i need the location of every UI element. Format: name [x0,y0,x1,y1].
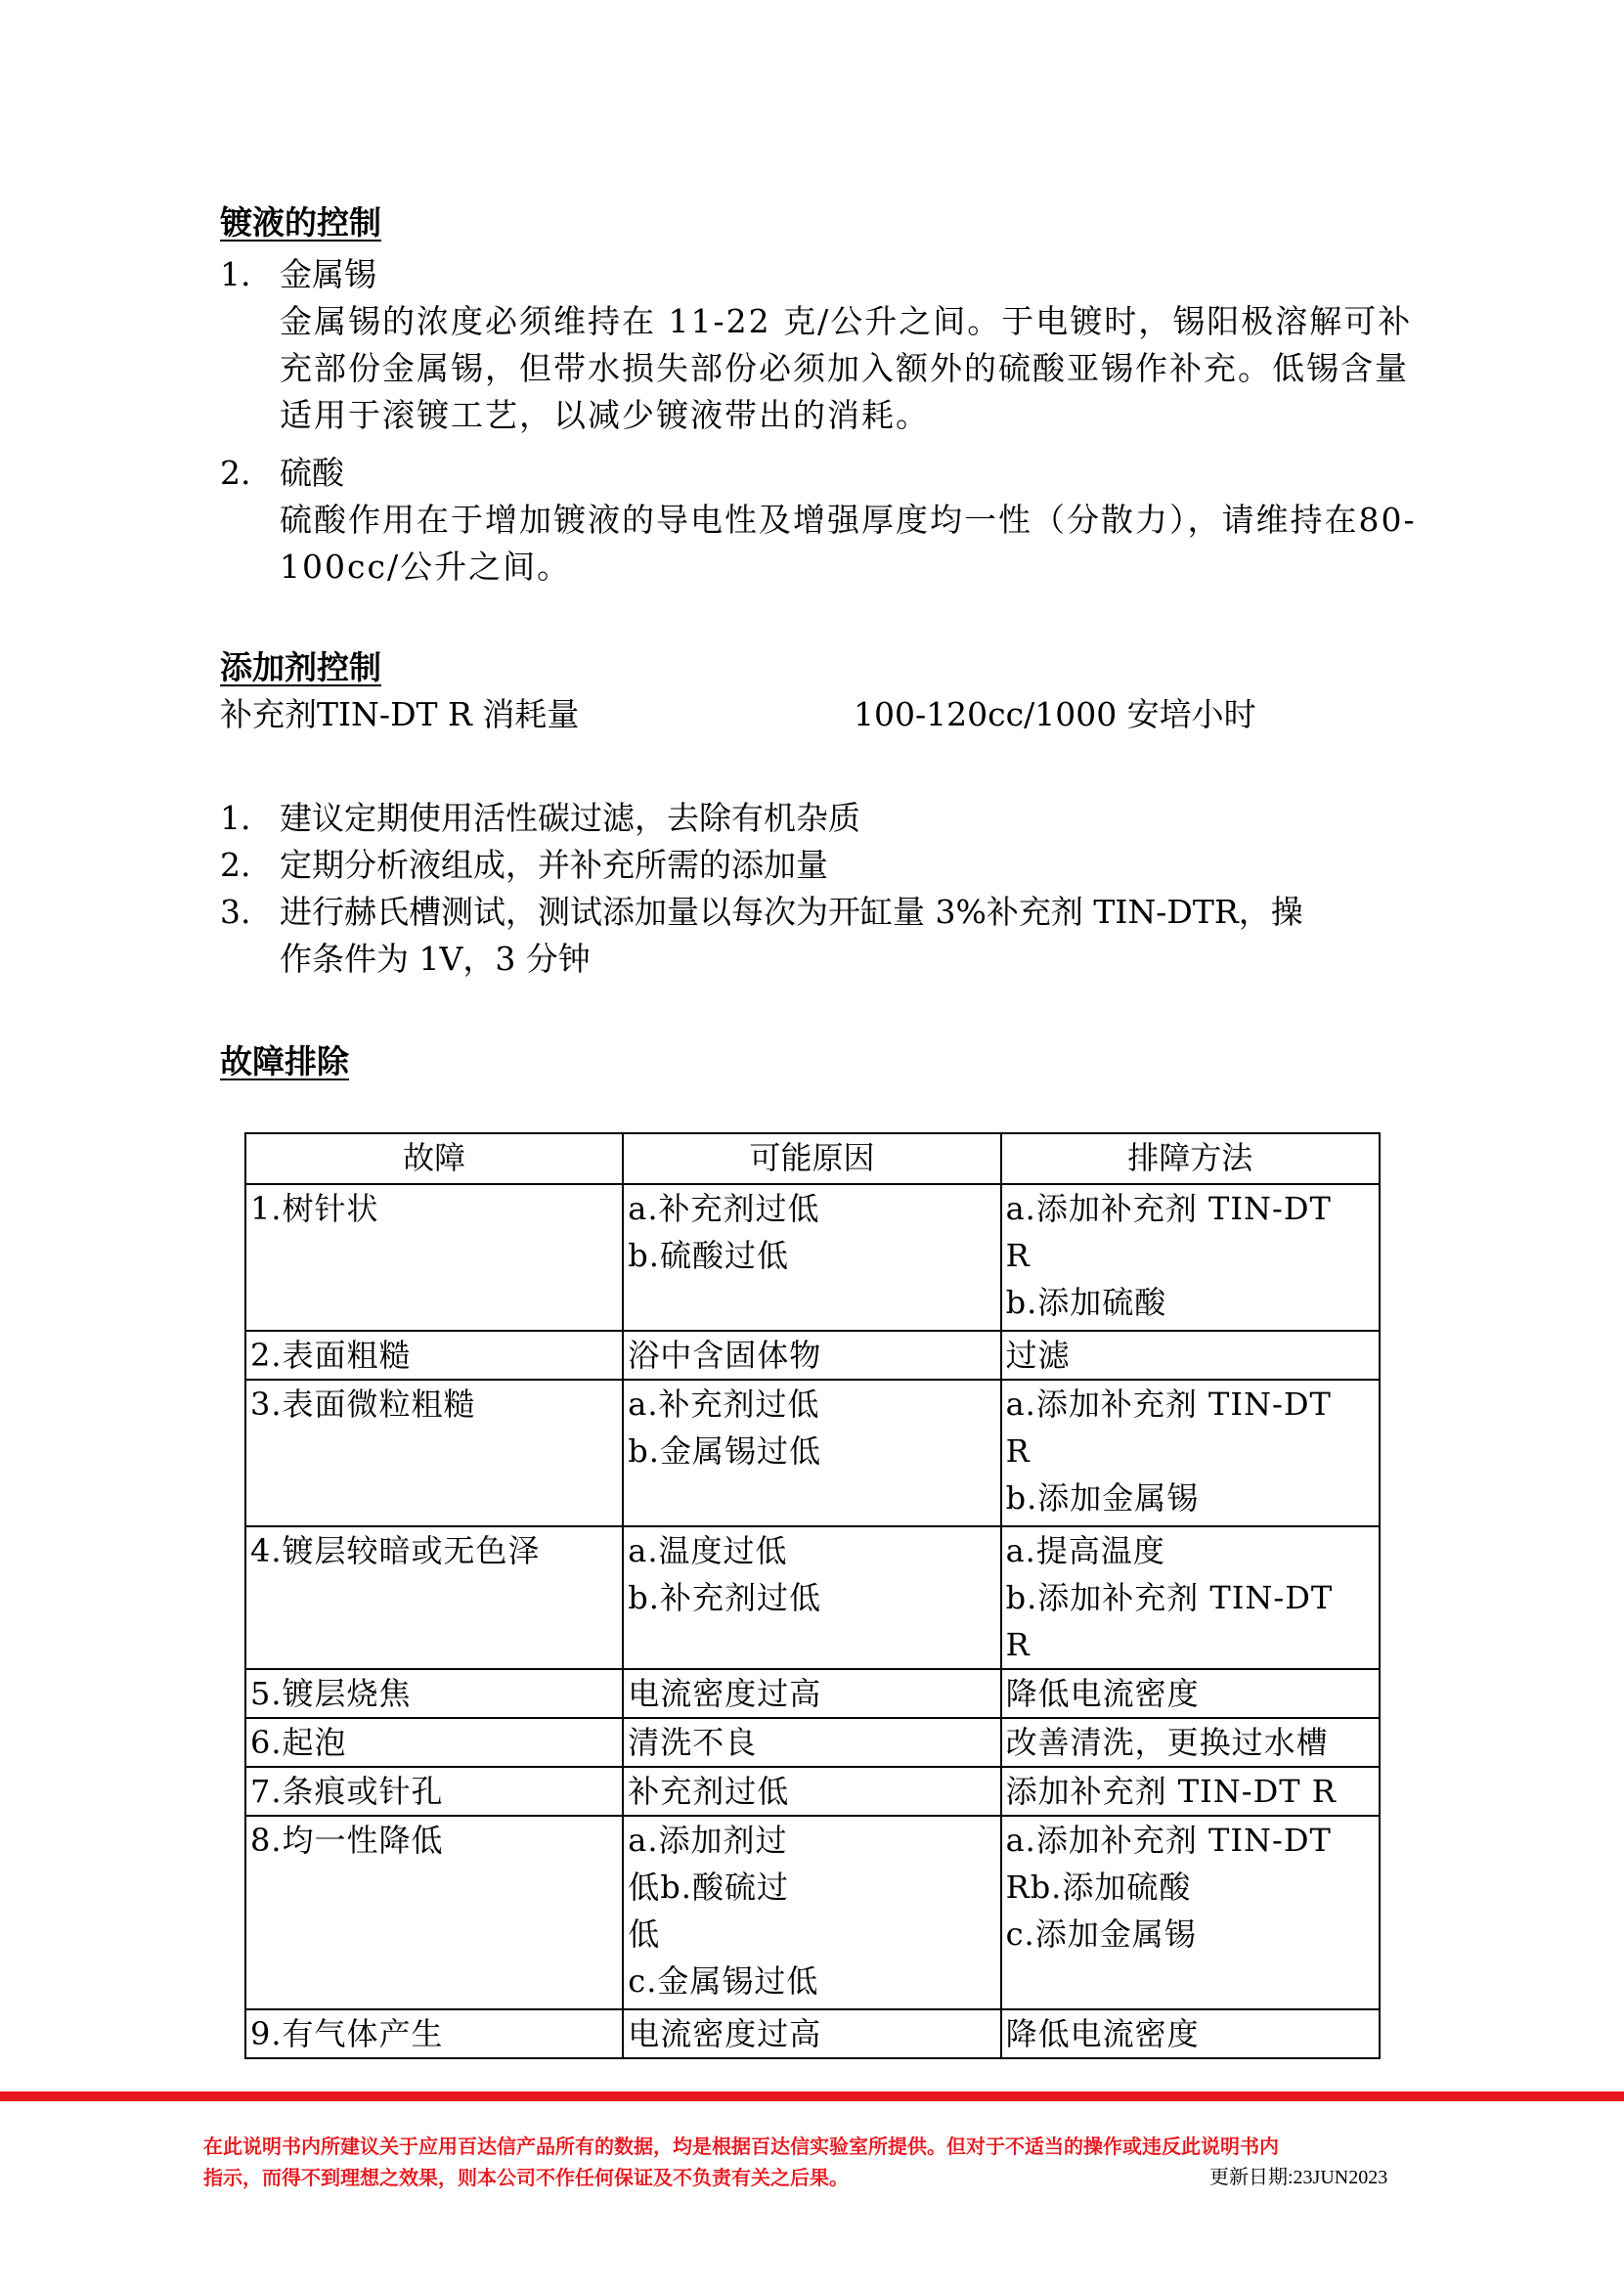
consumption-value: 100-120cc/1000 安培小时 [854,695,1256,733]
table-row [245,1184,1380,1331]
table-row [245,1767,1380,1816]
cause-cell: a.补充剂过低 b.硫酸过低 [623,1184,1000,1331]
remedy-cell: 过滤 [1001,1331,1380,1380]
footer-disclaimer-line1: 在此说明书内所建议关于应用百达信产品所有的数据，均是根据百达信实验室所提供。但对于不适当的操作或违反此说明书内 [203,2135,1279,2158]
consumption-label: 补充剂TIN-DT R 消耗量 [220,695,580,733]
item-number: 1. [220,799,251,837]
item-heading-sulfuric-acid: 硫酸 [280,454,344,492]
cause-cell: 清洗不良 [623,1718,1000,1767]
footer-disclaimer-line2: 指示，而得不到理想之效果，则本公司不作任何保证及不负责有关之后果。 [203,2166,849,2189]
item-number: 1. [220,255,251,293]
additive-item-3-line2: 作条件为 1V，3 分钟 [280,940,591,978]
update-date: 更新日期:23JUN2023 [1209,2167,1388,2188]
remedy-cell: 改善清洗，更换过水槽 [1001,1718,1380,1767]
additive-item-3-line1: 进行赫氏槽测试，测试添加量以每次为开缸量 3%补充剂 TIN-DTR，操 [280,893,1303,931]
item-number: 3. [220,893,251,931]
fault-cell: 7.条痕或针孔 [245,1767,623,1816]
section-title-bath-control: 镀液的控制 [220,203,381,242]
section-title-troubleshooting: 故障排除 [220,1042,349,1080]
table-row [245,2009,1380,2058]
fault-cell: 8.均一性降低 [245,1816,623,2009]
item-number: 2. [220,454,251,492]
header-fault: 故障 [245,1133,623,1184]
table-row [245,1669,1380,1718]
troubleshooting-table [244,1132,1381,2059]
cause-cell: 浴中含固体物 [623,1331,1000,1380]
remedy-cell: a.添加补充剂 TIN-DT R b.添加金属锡 [1001,1380,1380,1526]
additive-item-2: 定期分析液组成，并补充所需的添加量 [280,846,828,884]
table-header-row [245,1133,1380,1184]
additive-item-1: 建议定期使用活性碳过滤，去除有机杂质 [280,799,860,837]
remedy-cell: 降低电流密度 [1001,2009,1380,2058]
fault-cell: 5.镀层烧焦 [245,1669,623,1718]
remedy-cell: 降低电流密度 [1001,1669,1380,1718]
item-number: 2. [220,846,251,884]
fault-cell: 3.表面微粒粗糙 [245,1380,623,1526]
remedy-cell: 添加补充剂 TIN-DT R [1001,1767,1380,1816]
paragraph-sulfuric-acid: 硫酸作用在于增加镀液的导电性及增强厚度均一性（分散力），请维持在80-100cc/公升之间。 [280,501,1417,586]
fault-cell: 2.表面粗糙 [245,1331,623,1380]
fault-cell: 6.起泡 [245,1718,623,1767]
cause-cell: a.温度过低 b.补充剂过低 [623,1526,1000,1669]
footer-divider [0,2091,1624,2101]
fault-cell: 4.镀层较暗或无色泽 [245,1526,623,1669]
remedy-cell: a.添加补充剂 TIN-DT Rb.添加硫酸 c.添加金属锡 [1001,1816,1380,2009]
section-title-additive-control: 添加剂控制 [220,648,381,686]
paragraph-tin: 金属锡的浓度必须维持在 11-22 克/公升之间。于电镀时，锡阳极溶解可补充部份金属锡，但带水损失部份必须加入额外的硫酸亚锡作补充。低锡含量适用于滚镀工艺，以减少镀液带出的消耗。 [280,302,1413,434]
header-remedy: 排障方法 [1001,1133,1380,1184]
table-row [245,1526,1380,1669]
table-row [245,1331,1380,1380]
header-cause: 可能原因 [623,1133,1000,1184]
fault-cell: 9.有气体产生 [245,2009,623,2058]
fault-cell: 1.树针状 [245,1184,623,1331]
cause-cell: 补充剂过低 [623,1767,1000,1816]
cause-cell: 电流密度过高 [623,1669,1000,1718]
table-row [245,1380,1380,1526]
cause-cell: a.补充剂过低 b.金属锡过低 [623,1380,1000,1526]
item-heading-tin: 金属锡 [280,255,376,293]
cause-cell: 电流密度过高 [623,2009,1000,2058]
remedy-cell: a.提高温度 b.添加补充剂 TIN-DT R [1001,1526,1380,1669]
remedy-cell: a.添加补充剂 TIN-DT R b.添加硫酸 [1001,1184,1380,1331]
cause-cell: a.添加剂过 低b.酸硫过 低 c.金属锡过低 [623,1816,1000,2009]
table-row [245,1816,1380,2009]
table-row [245,1718,1380,1767]
